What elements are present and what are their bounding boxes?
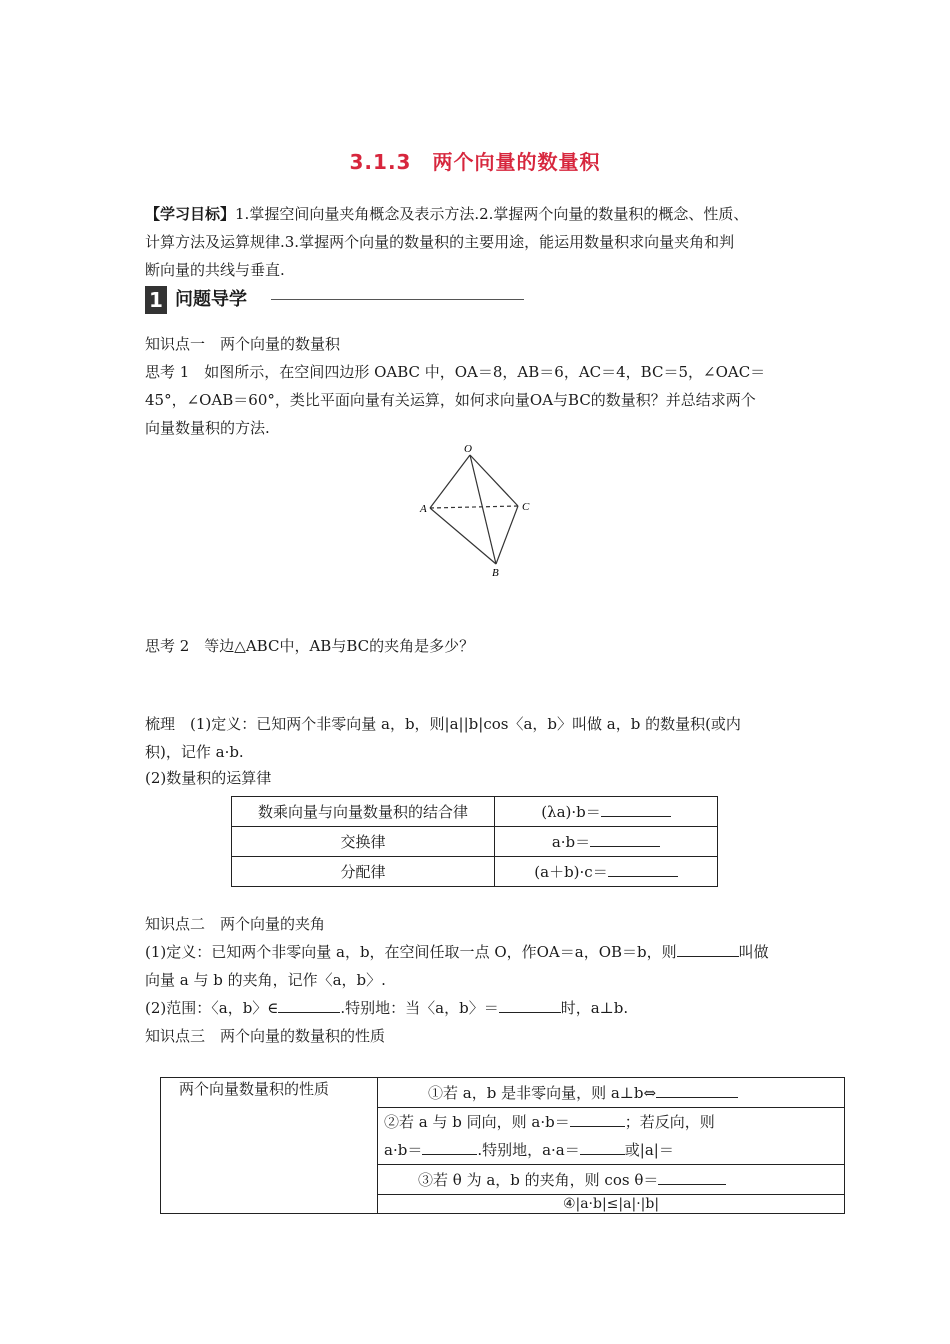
kp1-title: 知识点一 两个向量的数量积 xyxy=(145,335,341,353)
goals-label: 【学习目标】 xyxy=(145,205,236,223)
label-b: B xyxy=(492,567,499,579)
learning-goals xyxy=(145,200,810,284)
answer-blank[interactable] xyxy=(422,1140,477,1155)
answer-blank[interactable] xyxy=(580,1140,625,1155)
think1-line-3: 向量数量积的方法. xyxy=(145,419,270,437)
think1-line-1: 思考 1 如图所示，在空间四边形 OABC 中，OA＝8，AB＝6，AC＝4，BC＝5，∠OAC＝ xyxy=(145,363,766,381)
label-a: A xyxy=(420,503,427,515)
summary-line-2: 积)，记作 a·b. xyxy=(145,743,244,761)
answer-blank[interactable] xyxy=(278,998,340,1013)
answer-blank[interactable] xyxy=(590,832,660,847)
goals-line-2: 计算方法及运算规律.3.掌握两个向量的数量积的主要用途，能运用数量积求向量夹角和判 xyxy=(145,233,735,251)
law-formula: (a＋b)·c＝ xyxy=(495,857,718,887)
law-name: 交换律 xyxy=(232,827,495,857)
table-row xyxy=(232,827,718,857)
law-formula: a·b＝ xyxy=(495,827,718,857)
edge-ob xyxy=(470,455,496,564)
answer-blank[interactable] xyxy=(608,862,678,877)
edge-oa xyxy=(430,455,470,508)
property-header: 两个向量数量积的性质 xyxy=(161,1078,378,1214)
edge-ac-dashed xyxy=(430,506,518,508)
property-4: ④|a·b|≤|a|·|b| xyxy=(378,1195,845,1214)
kp2-range: (2)范围：〈a，b〉∈ .特别地：当〈a，b〉＝ 时，a⊥b. xyxy=(145,999,629,1017)
quadrilateral-figure xyxy=(410,440,550,580)
property-table xyxy=(160,1077,845,1214)
label-o: O xyxy=(464,443,472,455)
table-row xyxy=(232,857,718,887)
table-row xyxy=(232,797,718,827)
summary-line-3: (2)数量积的运算律 xyxy=(145,769,272,787)
answer-blank[interactable] xyxy=(656,1083,738,1098)
section-rule xyxy=(271,299,524,300)
property-1: ①若 a，b 是非零向量，则 a⊥b⇔ xyxy=(378,1078,845,1108)
law-formula: (λa)·b＝ xyxy=(495,797,718,827)
kp2-title: 知识点二 两个向量的夹角 xyxy=(145,915,326,933)
edge-ab xyxy=(430,508,496,564)
answer-blank[interactable] xyxy=(570,1112,625,1127)
edge-oc xyxy=(470,455,518,506)
page-title: 3.1.3 两个向量的数量积 xyxy=(349,150,601,174)
property-3: ③若 θ 为 a，b 的夹角，则 cos θ＝ xyxy=(378,1165,845,1195)
law-name: 分配律 xyxy=(232,857,495,887)
answer-blank[interactable] xyxy=(601,802,671,817)
kp3-title: 知识点三 两个向量的数量积的性质 xyxy=(145,1027,386,1045)
think1-line-2: 45°，∠OAB＝60°，类比平面向量有关运算，如何求向量OA与BC的数量积？并总结求两个 xyxy=(145,391,756,409)
goals-line-1: 1.掌握空间向量夹角概念及表示方法.2.掌握两个向量的数量积的概念、性质、 xyxy=(235,205,749,223)
kp2-def-line-2: 向量 a 与 b 的夹角，记作〈a，b〉. xyxy=(145,971,386,989)
section-number: 1 xyxy=(145,286,167,314)
think2: 思考 2 等边△ABC中，AB与BC的夹角是多少？ xyxy=(145,637,475,655)
law-name: 数乘向量与向量数量积的结合律 xyxy=(232,797,495,827)
answer-blank[interactable] xyxy=(658,1170,726,1185)
answer-blank[interactable] xyxy=(677,942,739,957)
goals-line-3: 断向量的共线与垂直. xyxy=(145,261,285,279)
section-label: 问题导学 xyxy=(175,289,247,310)
edge-cb xyxy=(496,506,518,564)
table-row xyxy=(161,1078,845,1108)
label-c: C xyxy=(522,501,530,513)
answer-blank[interactable] xyxy=(499,998,561,1013)
law-table xyxy=(231,796,718,887)
kp2-def-line-1: (1)定义：已知两个非零向量 a，b，在空间任取一点 O，作OA＝a，OB＝b，则 叫做 xyxy=(145,943,769,961)
property-2: ②若 a 与 b 同向，则 a·b＝ ；若反向，则 a·b＝ .特别地，a·a＝ 或|a|＝ xyxy=(378,1108,845,1165)
summary-line-1: 梳理 (1)定义：已知两个非零向量 a，b，则|a||b|cos〈a，b〉叫做 a，b 的数量积(或内 xyxy=(145,715,741,733)
